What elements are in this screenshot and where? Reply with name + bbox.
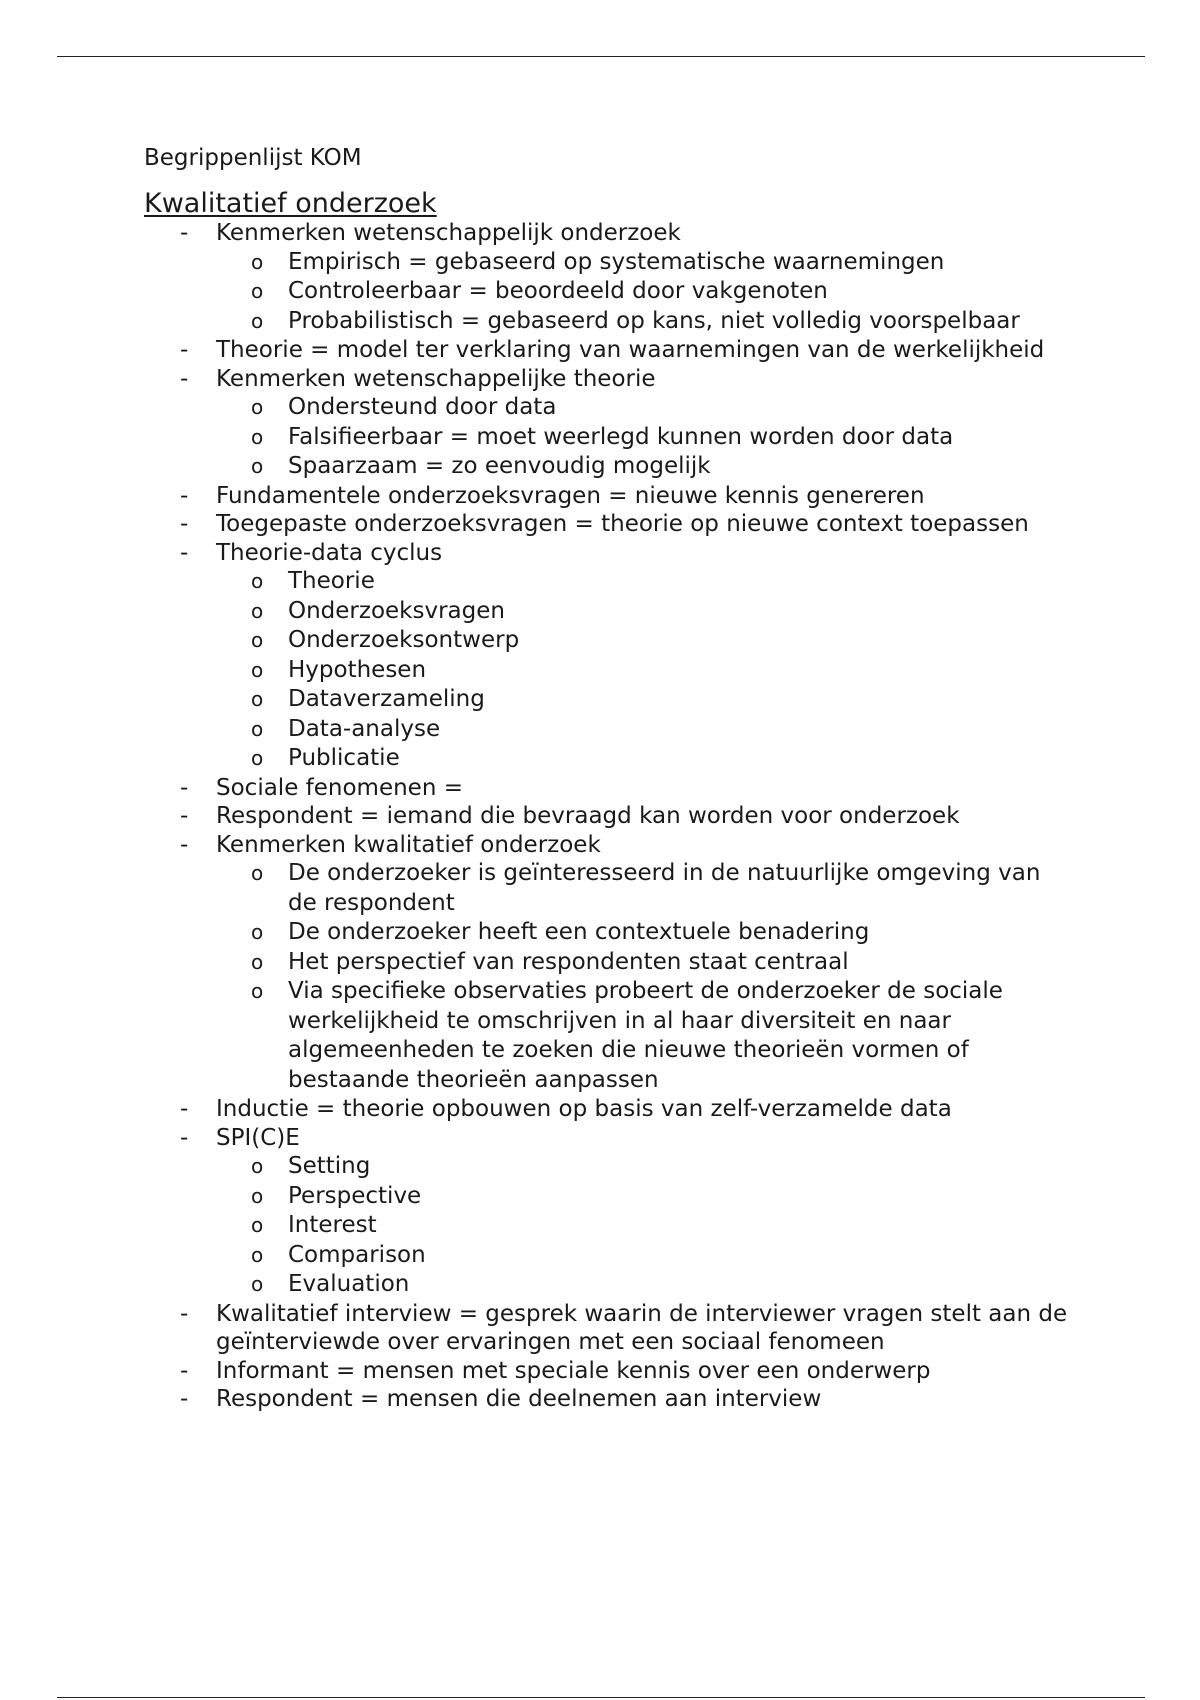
sub-list [144, 567, 1074, 774]
dash-bullet: - [180, 1357, 189, 1384]
sub-item-text: Controleerbaar = beoordeeld door vakgenoten [288, 278, 828, 304]
circle-bullet: o [251, 920, 264, 944]
dash-bullet: - [180, 1300, 189, 1327]
sub-list [144, 393, 1074, 482]
term-text: Kenmerken kwalitatief onderzoek [216, 831, 601, 858]
sub-item-text: Interest [288, 1212, 377, 1238]
term-item [144, 539, 1074, 774]
term-item [144, 336, 1074, 365]
dash-bullet: - [180, 482, 189, 509]
circle-bullet: o [251, 1183, 264, 1208]
term-item [144, 482, 1074, 511]
circle-bullet: o [251, 424, 264, 449]
circle-bullet: o [251, 861, 264, 885]
sub-item-text: De onderzoeker heeft een contextuele benadering [288, 919, 870, 945]
sub-item [144, 715, 1074, 745]
sub-item [144, 597, 1074, 627]
term-text: Respondent = mensen die deelnemen aan interview [216, 1386, 822, 1412]
sub-item [144, 1152, 1074, 1182]
circle-bullet: o [251, 687, 264, 711]
dash-bullet: - [180, 511, 189, 537]
term-item [144, 1095, 1074, 1124]
sub-item-text: Probabilistisch = gebaseerd op kans, niet volledig voorspelbaar [288, 307, 1020, 334]
sub-item-text: Spaarzaam = zo eenvoudig mogelijk [288, 453, 711, 479]
circle-bullet: o [251, 716, 264, 741]
circle-bullet: o [251, 395, 264, 419]
circle-bullet: o [251, 1272, 264, 1296]
sub-item-text: Onderzoeksontwerp [288, 627, 520, 653]
term-text: Fundamentele onderzoeksvragen = nieuwe kennis genereren [216, 482, 925, 509]
sub-item-text: Via specifieke observaties probeert de onderzoeker de sociale werkelijkheid te omschrijven in al haar diversiteit en naar algemeenheden te zoeken die nieuwe theorieën vormen of bestaande theorieën aanpassen [288, 978, 1003, 1093]
term-text: Toegepaste onderzoeksvragen = theorie op nieuwe context toepassen [216, 511, 1029, 537]
sub-item-text: Evaluation [288, 1271, 410, 1297]
sub-item [144, 277, 1074, 307]
term-item [144, 831, 1074, 1096]
document-body [144, 142, 1074, 1414]
term-text: Kenmerken wetenschappelijke theorie [216, 365, 656, 392]
circle-bullet: o [251, 746, 264, 770]
sub-item-text: Ondersteund door data [288, 394, 557, 420]
sub-item [144, 1182, 1074, 1212]
sub-item-text: Setting [288, 1153, 371, 1179]
dash-bullet: - [180, 365, 189, 392]
sub-item [144, 744, 1074, 774]
term-item [144, 1300, 1074, 1357]
term-list [144, 219, 1074, 1414]
term-item [144, 365, 1074, 482]
sub-item [144, 626, 1074, 656]
term-item [144, 802, 1074, 831]
dash-bullet: - [180, 220, 189, 246]
term-text: Sociale fenomenen = [216, 774, 463, 801]
term-item [144, 219, 1074, 336]
sub-item-text: Empirisch = gebaseerd op systematische waarnemingen [288, 248, 945, 275]
term-item [144, 1124, 1074, 1300]
sub-item-text: Falsifieerbaar = moet weerlegd kunnen worden door data [288, 423, 954, 450]
sub-item-text: Publicatie [288, 745, 400, 771]
sub-item [144, 452, 1074, 482]
sub-item-text: Onderzoeksvragen [288, 597, 505, 624]
dash-bullet: - [180, 803, 189, 829]
sub-item-text: Perspective [288, 1182, 422, 1209]
sub-item-text: Hypothesen [288, 656, 427, 683]
term-item [144, 510, 1074, 539]
term-text: Theorie-data cyclus [216, 539, 443, 566]
page-top-rule [57, 56, 1145, 57]
sub-item [144, 918, 1074, 948]
sub-item-text: De onderzoeker is geïnteresseerd in de natuurlijke omgeving van de respondent [288, 860, 1041, 916]
sub-item [144, 685, 1074, 715]
sub-item [144, 948, 1074, 978]
circle-bullet: o [251, 1154, 264, 1178]
section-heading: Kwalitatief onderzoek [144, 188, 437, 219]
sub-item-text: Data-analyse [288, 715, 441, 742]
dash-bullet: - [180, 337, 189, 363]
dash-bullet: - [180, 1124, 189, 1151]
dash-bullet: - [180, 774, 189, 801]
term-item [144, 774, 1074, 803]
sub-item-text: Comparison [288, 1241, 426, 1268]
term-text: Kenmerken wetenschappelijk onderzoek [216, 220, 681, 246]
circle-bullet: o [251, 979, 264, 1003]
circle-bullet: o [251, 1213, 264, 1237]
circle-bullet: o [251, 657, 264, 682]
circle-bullet: o [251, 628, 264, 652]
sub-item [144, 567, 1074, 597]
circle-bullet: o [251, 1242, 264, 1267]
sub-item [144, 393, 1074, 423]
sub-item [144, 977, 1074, 1095]
circle-bullet: o [251, 569, 264, 593]
sub-item-text: Theorie [288, 568, 375, 594]
sub-item [144, 1241, 1074, 1271]
sub-item [144, 307, 1074, 337]
sub-item [144, 1211, 1074, 1241]
circle-bullet: o [251, 279, 264, 303]
dash-bullet: - [180, 539, 189, 566]
sub-list [144, 1152, 1074, 1300]
sub-list [144, 248, 1074, 337]
sub-item-text: Het perspectief van respondenten staat centraal [288, 948, 849, 975]
term-text: Informant = mensen met speciale kennis over een onderwerp [216, 1357, 931, 1384]
term-item [144, 1385, 1074, 1414]
circle-bullet: o [251, 249, 264, 274]
circle-bullet: o [251, 949, 264, 974]
sub-item [144, 248, 1074, 278]
dash-bullet: - [180, 1386, 189, 1412]
term-text: SPI(C)E [216, 1124, 300, 1151]
sub-item-text: Dataverzameling [288, 686, 485, 712]
sub-list [144, 859, 1074, 1095]
term-text: Kwalitatief interview = gesprek waarin de interviewer vragen stelt aan de geïnterviewde over ervaringen met een sociaal fenomeen [216, 1300, 1068, 1355]
term-text: Inductie = theorie opbouwen op basis van zelf-verzamelde data [216, 1096, 952, 1122]
circle-bullet: o [251, 598, 264, 623]
circle-bullet: o [251, 454, 264, 478]
sub-item [144, 1270, 1074, 1300]
circle-bullet: o [251, 308, 264, 333]
page-bottom-rule [57, 1697, 1145, 1698]
dash-bullet: - [180, 831, 189, 858]
term-text: Respondent = iemand die bevraagd kan worden voor onderzoek [216, 803, 960, 829]
term-text: Theorie = model ter verklaring van waarnemingen van de werkelijkheid [216, 337, 1045, 363]
document-title: Begrippenlijst KOM [144, 145, 362, 171]
sub-item [144, 656, 1074, 686]
sub-item [144, 859, 1074, 918]
sub-item [144, 423, 1074, 453]
term-item [144, 1357, 1074, 1386]
dash-bullet: - [180, 1096, 189, 1122]
